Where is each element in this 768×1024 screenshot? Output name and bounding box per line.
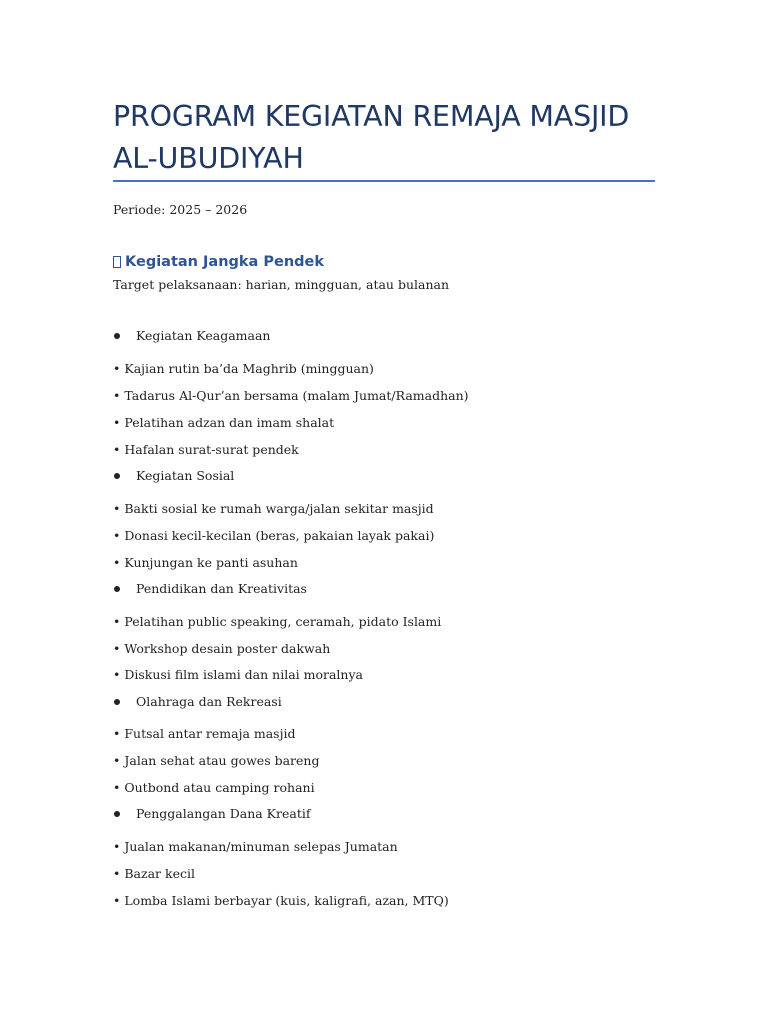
category-item — [113, 806, 311, 822]
title-underline — [113, 180, 655, 182]
list-item-text: Tadarus Al-Qur’an bersama (malam Jumat/Ramadhan) — [124, 388, 469, 403]
list-item-text: Bazar kecil — [124, 866, 195, 881]
missing-glyph-icon — [113, 256, 121, 268]
list-item — [113, 442, 299, 458]
category-item — [113, 328, 270, 344]
bullet-char: • — [113, 726, 121, 741]
bullet-char: • — [113, 614, 121, 629]
list-item-text: Pelatihan adzan dan imam shalat — [124, 415, 335, 430]
target-text: Target pelaksanaan: harian, mingguan, atau bulanan — [113, 277, 450, 292]
list-item — [113, 415, 334, 431]
bullet-char: • — [113, 528, 121, 543]
bullet-char: • — [113, 753, 121, 768]
list-item — [113, 780, 315, 796]
bullet-char: • — [113, 361, 121, 376]
list-item — [113, 667, 363, 683]
section-heading-label: Kegiatan Jangka Pendek — [125, 254, 325, 270]
list-item-text: Lomba Islami berbayar (kuis, kaligrafi, azan, MTQ) — [124, 893, 449, 908]
list-item — [113, 555, 298, 571]
list-item — [113, 893, 449, 909]
bullet-char: • — [113, 442, 121, 457]
list-item — [113, 839, 398, 855]
bullet-char: • — [113, 866, 121, 881]
list-item — [113, 641, 330, 657]
category-label: Pendidikan dan Kreativitas — [136, 581, 307, 596]
list-item-text: Donasi kecil-kecilan (beras, pakaian layak pakai) — [124, 528, 435, 543]
bullet-icon — [114, 473, 120, 479]
list-item — [113, 726, 295, 742]
category-label: Kegiatan Keagamaan — [136, 328, 271, 343]
list-item-text: Workshop desain poster dakwah — [124, 641, 331, 656]
list-item — [113, 528, 434, 544]
category-label: Penggalangan Dana Kreatif — [136, 806, 311, 821]
title-line-2: AL-UBUDIYAH — [113, 142, 304, 175]
bullet-icon — [114, 811, 120, 817]
list-item-text: Jalan sehat atau gowes bareng — [124, 753, 320, 768]
bullet-char: • — [113, 667, 121, 682]
bullet-char: • — [113, 415, 121, 430]
list-item-text: Outbond atau camping rohani — [124, 780, 315, 795]
list-item-text: Hafalan surat-surat pendek — [124, 442, 299, 457]
document-title — [113, 96, 673, 180]
bullet-char: • — [113, 555, 121, 570]
bullet-char: • — [113, 780, 121, 795]
list-item-text: Pelatihan public speaking, ceramah, pidato Islami — [124, 614, 442, 629]
category-item — [113, 468, 234, 484]
section-heading — [113, 253, 324, 271]
list-item — [113, 361, 374, 377]
bullet-char: • — [113, 501, 121, 516]
category-item — [113, 694, 282, 710]
bullet-icon — [114, 586, 120, 592]
list-item-text: Kunjungan ke panti asuhan — [124, 555, 298, 570]
bullet-icon — [114, 333, 120, 339]
bullet-char: • — [113, 641, 121, 656]
list-item-text: Jualan makanan/minuman selepas Jumatan — [124, 839, 398, 854]
list-item-text: Diskusi film islami dan nilai moralnya — [124, 667, 363, 682]
list-item — [113, 501, 434, 517]
list-item — [113, 866, 195, 882]
list-item-text: Futsal antar remaja masjid — [124, 726, 296, 741]
bullet-icon — [114, 699, 120, 705]
category-item — [113, 581, 307, 597]
list-item — [113, 753, 319, 769]
category-label: Kegiatan Sosial — [136, 468, 235, 483]
bullet-char: • — [113, 893, 121, 908]
list-item — [113, 388, 469, 404]
list-item — [113, 614, 441, 630]
bullet-char: • — [113, 388, 121, 403]
list-item-text: Bakti sosial ke rumah warga/jalan sekitar masjid — [124, 501, 434, 516]
category-label: Olahraga dan Rekreasi — [136, 694, 282, 709]
period-text: Periode: 2025 – 2026 — [113, 202, 248, 217]
list-item-text: Kajian rutin ba’da Maghrib (mingguan) — [124, 361, 374, 376]
bullet-char: • — [113, 839, 121, 854]
title-line-1: PROGRAM KEGIATAN REMAJA MASJID — [113, 100, 630, 133]
